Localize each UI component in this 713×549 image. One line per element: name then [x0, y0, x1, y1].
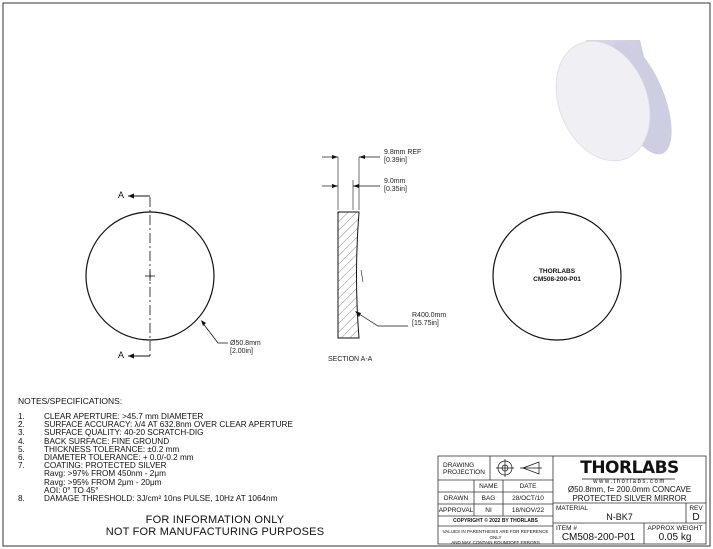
- note-text: SURFACE ACCURACY: λ/4 AT 632.8nm OVER CLEAR APERTURE: [44, 420, 293, 430]
- item-label: ITEM #: [556, 525, 577, 532]
- projection-label: [443, 462, 485, 476]
- disclaimer: [100, 514, 330, 538]
- note-text: COATING: PROTECTED SILVER: [44, 461, 167, 471]
- note-number: 6.: [18, 453, 25, 462]
- note-number: 8.: [18, 494, 25, 503]
- section-label: SECTION A-A: [328, 356, 373, 363]
- section-letter-top: A: [118, 190, 125, 200]
- radius-in: [15.75in]: [412, 320, 439, 327]
- radius-mm: R400.0mm: [412, 312, 447, 319]
- approval-label: APPROVAL: [438, 507, 474, 514]
- rev-value: D: [692, 512, 700, 523]
- thickness-ref-mm: 9.8mm REF: [384, 149, 422, 156]
- note-number: 7.: [18, 461, 25, 471]
- note-number: 3.: [18, 428, 25, 438]
- section-hatch: [338, 212, 359, 338]
- item-value: CM508-200-P01: [561, 532, 636, 543]
- approval-name: NI: [485, 507, 492, 514]
- note-text: DAMAGE THRESHOLD: 3J/cm² 10ns PULSE, 10Hz AT 1064nm: [44, 494, 278, 503]
- part-description: [553, 486, 706, 503]
- description-line-2: PROTECTED SILVER MIRROR: [572, 493, 687, 503]
- drawn-name: BAG: [481, 495, 496, 502]
- thickness-ref-label: [384, 149, 421, 165]
- thickness-in: [0.35in]: [384, 186, 407, 193]
- radius-leader: [356, 312, 408, 326]
- projection-symbol: [496, 459, 542, 477]
- weight-value: 0.05 kg: [658, 532, 692, 543]
- rounding-note-2: AND MAY CONTAIN ROUNDOFF ERRORS: [451, 540, 540, 545]
- notes-title: NOTES/SPECIFICATIONS:: [18, 396, 123, 406]
- note-text: Ravg: >97% FROM 450nm - 2μm: [44, 469, 166, 479]
- radius-label: [412, 312, 446, 328]
- note-text: Ravg: >95% FROM 2μm - 20μm: [44, 477, 162, 487]
- thickness-label: [384, 178, 407, 194]
- date-header: DATE: [519, 483, 537, 490]
- thickness-ref-in: [0.39in]: [384, 157, 407, 164]
- website: www.thorlabs.com: [593, 479, 666, 485]
- note-number: 2.: [18, 420, 25, 430]
- note-item: [18, 494, 277, 503]
- note-number: 5.: [18, 444, 25, 454]
- diameter-leader: [202, 322, 228, 343]
- note-text: AOI: 0° TO 45°: [44, 485, 99, 495]
- front-view: [86, 194, 228, 359]
- rounding-note: [438, 529, 553, 546]
- rev-label: REV: [689, 505, 703, 512]
- approval-date: 18/NOV/22: [511, 507, 545, 514]
- thorlabs-logo: THORLABS: [580, 458, 679, 478]
- note-text: THICKNESS TOLERANCE: ±0.2 mm: [44, 444, 180, 454]
- description-line-1: Ø50.8mm, f= 200.0mm CONCAVE: [567, 485, 692, 494]
- weight-label: APPROX WEIGHT: [647, 525, 703, 532]
- diameter-mm: Ø50.8mm: [230, 340, 261, 347]
- drawn-label: DRAWN: [443, 495, 469, 502]
- disclaimer-line-2: NOT FOR MANUFACTURING PURPOSES: [105, 526, 325, 538]
- mirror-3d-render: [539, 27, 685, 175]
- material-label: MATERIAL: [556, 505, 589, 512]
- material-value: N-BK7: [606, 512, 633, 522]
- disclaimer-line-1: FOR INFORMATION ONLY: [145, 514, 285, 526]
- drawn-date: 28/OCT/10: [512, 495, 544, 502]
- note-text: BACK SURFACE: FINE GROUND: [44, 436, 170, 446]
- note-number: 4.: [18, 436, 25, 446]
- diameter-in: [2.00in]: [230, 348, 253, 355]
- note-number: 1.: [18, 412, 25, 421]
- engraving-line-2: CM508-200-P01: [533, 276, 581, 283]
- name-header: NAME: [479, 483, 498, 490]
- note-text: DIAMETER TOLERANCE: + 0.0/-0.2 mm: [44, 453, 194, 462]
- engraving: [517, 268, 597, 284]
- thickness-mm: 9.0mm: [384, 178, 406, 185]
- note-text: CLEAR APERTURE: >45.7 mm DIAMETER: [44, 412, 204, 421]
- section-letter-bottom: A: [118, 350, 125, 360]
- copyright: COPYRIGHT © 2022 BY THORLABS: [453, 518, 538, 524]
- projection-label-1: DRAWING: [443, 462, 475, 469]
- note-text: SURFACE QUALITY: 40-20 SCRATCH-DIG: [44, 428, 204, 438]
- engraving-line-1: THORLABS: [538, 268, 576, 275]
- diameter-label: [230, 340, 261, 356]
- projection-label-2: PROJECTION: [443, 469, 485, 476]
- rounding-note-1: VALUES IN PARENTHESIS ARE FOR REFERENCE ONLY: [442, 529, 549, 540]
